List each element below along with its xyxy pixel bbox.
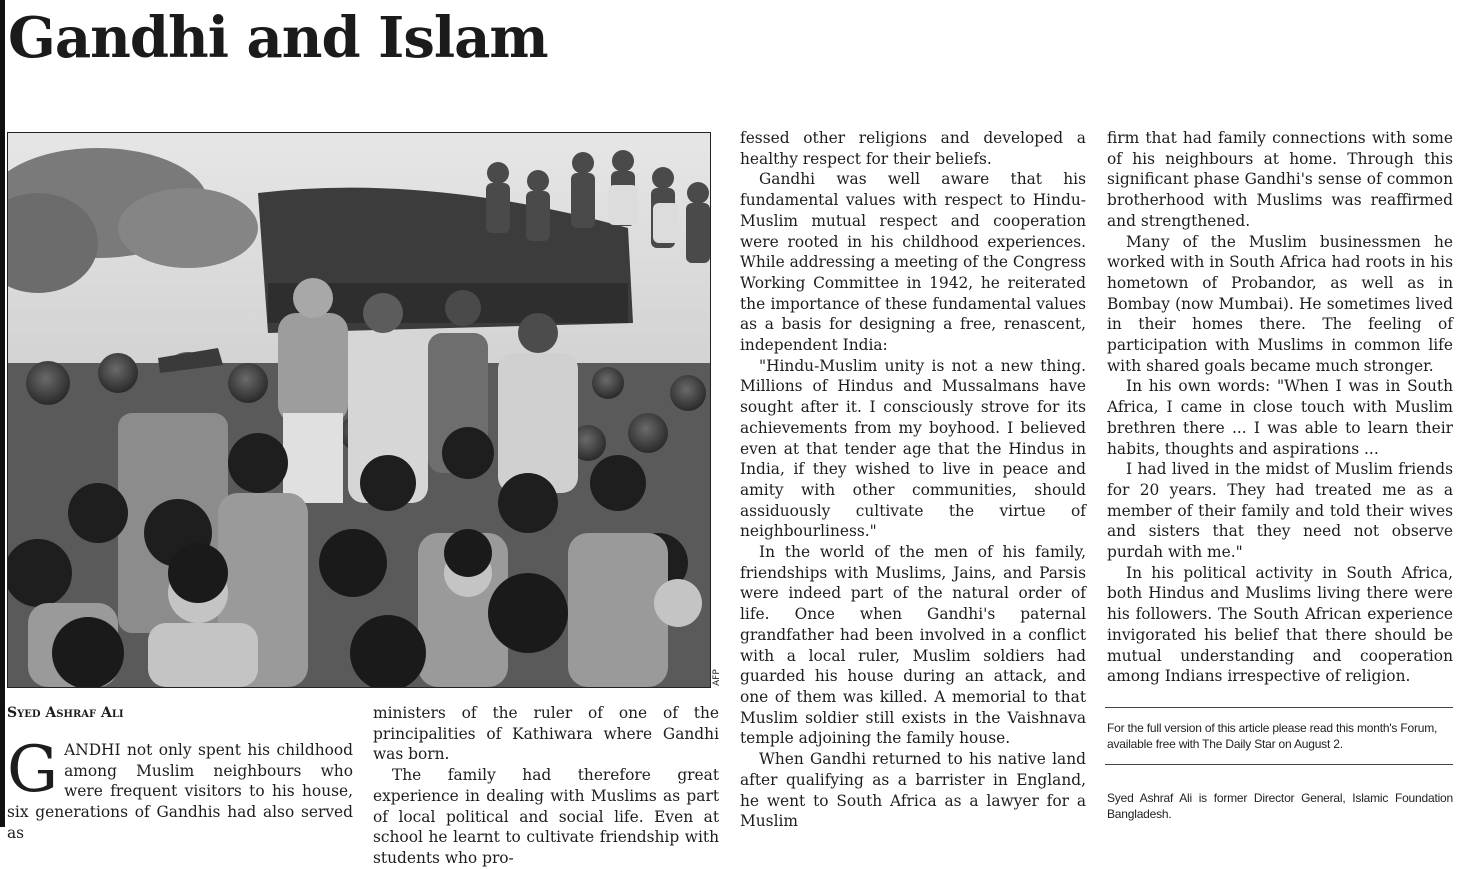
forum-note: For the full version of this article please read this month's Forum, available free with The Daily Star on August 2.	[1107, 721, 1438, 751]
divider	[1105, 707, 1453, 708]
column-3	[740, 128, 1086, 832]
paragraph: Many of the Muslim businessmen he worked with in South Africa had roots in his hometown of Probandor, as well as in Bombay (now Mumbai). He sometimes lived in their homes there. The feeling of participation with Muslims in common life with shared goals became much stronger.	[1107, 232, 1453, 375]
paragraph: In his political activity in South Africa, both Hindus and Muslims living there were his followers. The South African experience invigorated his belief that there should be mutual understanding and cooperation among Indians irrespective of religion.	[1107, 563, 1453, 686]
author-note: Syed Ashraf Ali is former Director General, Islamic Foundation Bangladesh.	[1107, 791, 1453, 821]
paragraph: I had lived in the midst of Muslim friends for 20 years. They had treated me as a member of their family and told their wives and sisters that they need not observe purdah with me."	[1107, 460, 1453, 562]
crowd-photo-illustration	[8, 133, 710, 687]
drop-cap: G	[7, 733, 59, 807]
byline: Syed Ashraf Ali	[7, 705, 124, 721]
left-edge-bar	[0, 0, 5, 827]
paragraph: In the world of the men of his family, friendships with Muslims, Jains, and Parsis were indeed part of the natural order of life. Once when Gandhi's paternal grandfather had been involved in a conflict with a local ruler, Muslim soldiers had guarded his house during an attack, and one of them was killed. A memorial to that Muslim soldier still exists in the Vaishnava temple adjoining the family house.	[740, 543, 1086, 748]
column-4	[1107, 128, 1453, 687]
paragraph: "Hindu-Muslim unity is not a new thing. Millions of Hindus and Mussalmans have sought after it. I consciously strove for its achievements from my boyhood. I believed even at that tender age that the Hindus in India, if they wished to live in peace and amity with other communities, should assiduously cultivate the virtue of neighbourliness."	[740, 356, 1086, 541]
paragraph: In his own words: "When I was in South Africa, I came in close touch with Muslim brethren there ... I was able to learn their habits, thoughts and aspirations ...	[1107, 377, 1453, 458]
paragraph: The family had therefore great experience in dealing with Muslims as part of local political and social life. Even at school he learnt to cultivate friendship with students who pro-	[373, 766, 719, 867]
paragraph: ministers of the ruler of one of the principalities of Kathiwara where Gandhi was born.	[373, 704, 719, 764]
photo-credit: AFP	[712, 669, 722, 686]
column-2	[373, 703, 719, 869]
column-1	[7, 733, 353, 844]
paragraph: When Gandhi returned to his native land after qualifying as a barrister in England, he went to South Africa as a lawyer for a Muslim	[740, 750, 1086, 831]
paragraph: firm that had family connections with some of his neighbours at home. Through this significant phase Gandhi's sense of common brotherhood with Muslims was reaffirmed and strengthened.	[1107, 129, 1453, 230]
article-headline: Gandhi and Islam	[8, 5, 548, 71]
news-photo	[7, 132, 711, 688]
paragraph: fessed other religions and developed a healthy respect for their beliefs.	[740, 129, 1086, 168]
paragraph: Gandhi was well aware that his fundamental values with respect to Hindu-Muslim mutual respect and cooperation were rooted in his childhood experiences. While addressing a meeting of the Congress Working Committee in 1942, he reiterated the importance of these fundamental values as a basis for designing a free, renascent, independent India:	[740, 170, 1086, 355]
paragraph: ANDHI not only spent his childhood among Muslim neighbours who were frequent visitors to his house, six generations of Gandhis had also served as	[7, 741, 353, 842]
divider	[1105, 764, 1453, 765]
